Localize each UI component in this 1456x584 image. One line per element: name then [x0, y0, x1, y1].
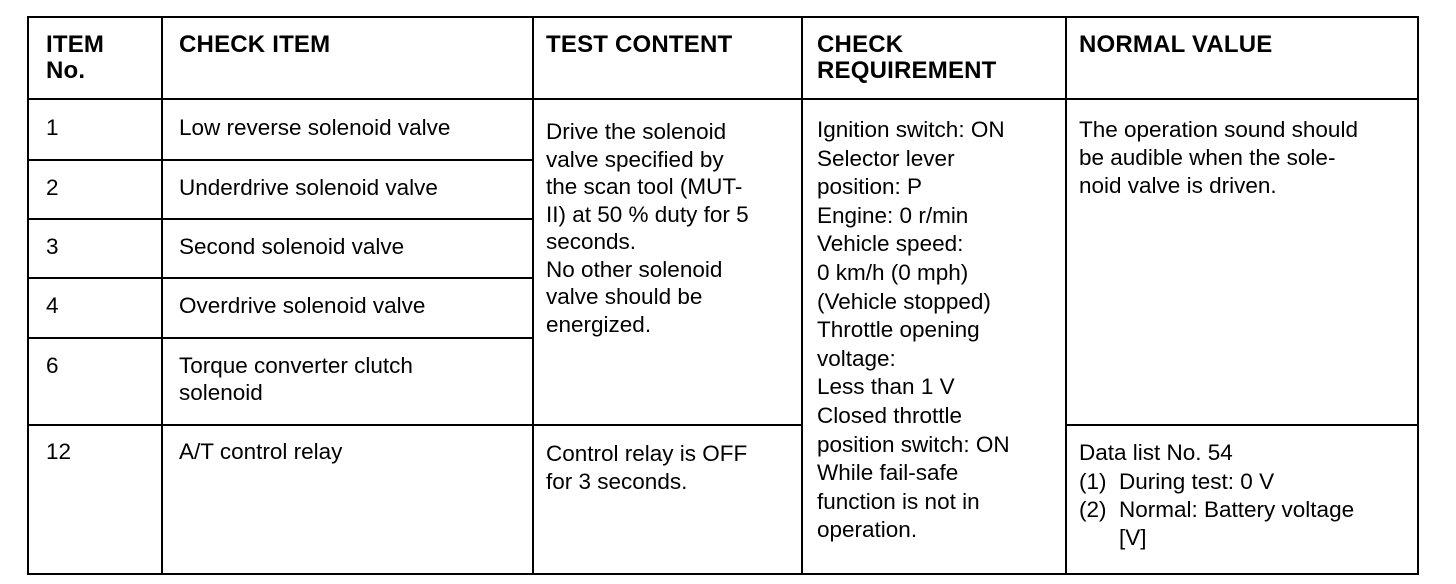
- header-normal-value: NORMAL VALUE: [1079, 31, 1273, 58]
- check-item: Low reverse solenoid valve: [179, 115, 451, 140]
- check-item: Second solenoid valve: [179, 234, 405, 259]
- col-divider: [532, 18, 534, 573]
- normal-value-list: [1079, 468, 1354, 552]
- item-no: 2: [46, 175, 59, 200]
- item-no: 1: [46, 115, 59, 140]
- row-divider: [29, 159, 532, 161]
- list-item-text: During test: 0 V: [1119, 469, 1275, 494]
- data-list-title: Data list No. 54: [1079, 440, 1233, 465]
- header-check-requirement: CHECK REQUIREMENT: [817, 31, 997, 84]
- list-item: [1079, 468, 1354, 496]
- col-divider: [801, 18, 803, 573]
- check-item: Torque converter clutch solenoid: [179, 353, 413, 405]
- row-divider: [29, 218, 532, 220]
- check-item: Overdrive solenoid valve: [179, 293, 426, 318]
- list-item-text: Normal: Battery voltage [V]: [1119, 497, 1355, 550]
- normal-value-solenoids: The operation sound should be audible when the sole- noid valve is driven.: [1079, 117, 1358, 198]
- row-divider: [29, 337, 532, 339]
- header-item-no: ITEM No.: [46, 31, 105, 84]
- header-divider: [29, 98, 1417, 100]
- check-item: Underdrive solenoid valve: [179, 175, 438, 200]
- test-content-relay: Control relay is OFF for 3 seconds.: [546, 441, 748, 494]
- item-no: 3: [46, 234, 59, 259]
- check-item: A/T control relay: [179, 439, 343, 464]
- col-divider: [161, 18, 163, 573]
- test-content-solenoids: Drive the solenoid valve specified by the scan tool (MUT- II) at 50 % duty for 5 seconds. No other solenoid valve should be energized.: [546, 119, 749, 337]
- header-test-content: TEST CONTENT: [546, 31, 733, 58]
- list-item-number: (1): [1079, 469, 1107, 494]
- item-no: 4: [46, 293, 59, 318]
- row-divider: [1065, 424, 1417, 426]
- col-divider: [1065, 18, 1067, 573]
- list-item-number: (2): [1079, 497, 1107, 522]
- check-requirement: Ignition switch: ON Selector lever position: P Engine: 0 r/min Vehicle speed: 0 km/h (0 mph) (Vehicle stopped) Throttle opening voltage: Less than 1 V Closed throttle position switch: ON While fail-safe function is not in operation.: [817, 117, 1010, 543]
- header-check-item: CHECK ITEM: [179, 31, 331, 58]
- list-item: [1079, 496, 1354, 552]
- row-divider: [29, 424, 801, 426]
- normal-value-relay: [1079, 438, 1354, 552]
- item-no: 6: [46, 353, 59, 378]
- inspection-table: [27, 16, 1419, 575]
- item-no: 12: [46, 439, 72, 464]
- row-divider: [29, 277, 532, 279]
